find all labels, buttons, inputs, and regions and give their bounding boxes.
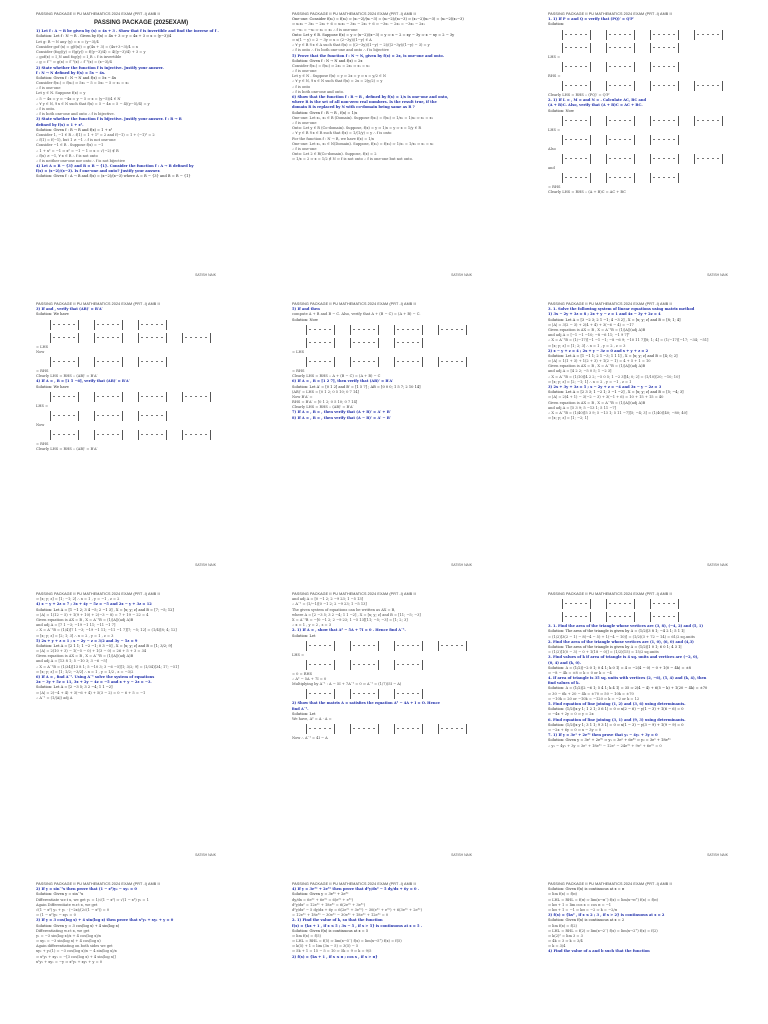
math-line: ⇒ lim f(x) = f(5) xyxy=(292,933,321,938)
page-footer: SATISH NAIK xyxy=(451,562,472,567)
math-line: Onto: Let 2 ∈ R(Co-domain). Suppose, f(x) = 2 xyxy=(292,152,377,157)
math-line: ∴ f is both one-one and onto. xyxy=(292,89,345,94)
document-page-6 xyxy=(512,290,768,580)
page-footer: SATISH NAIK xyxy=(707,852,728,857)
math-line: ⇒ |A| = 2(4 + 1) − 3(−2 − 3) + 3(−1 + 6) = 10 + 15 + 15 = 40 xyxy=(548,395,664,400)
math-line: Let g: R → N any (y) = x = (y−3)/4 xyxy=(36,39,99,44)
matrix-expression xyxy=(548,134,758,146)
matrix-expression xyxy=(36,429,246,441)
question-text: 1) Let f : A → B be given by (x) = 4x + 3 . Show that f is invertible and find the inverse of f . xyxy=(36,29,219,34)
solution-text: Solution: Let xyxy=(292,633,316,638)
math-line: Clearly LHS = RHS ∴ (PQ)′ = Q′P′ xyxy=(548,92,610,97)
solution-text: Solution: Given f : R → R , f(x) = 1/x xyxy=(292,110,358,115)
document-page-5 xyxy=(256,290,512,580)
math-line: For the function f : N → R, we have f(x) = 1/x xyxy=(292,136,374,141)
question-text: 4) If A = , B = [1 5 −6], verify that (AB)′ = B′A′ xyxy=(36,379,130,384)
math-line: ⇒ kπ + 1 = lim cos x = cos π = −1 xyxy=(548,902,612,907)
math-line: One-one: Let x₁, x₂ ∈ N(Domain). Suppose, f(x₁) = f(x₂) ⇒ 1/x₁ = 1/x₂ ⇒ x₁ = x₂ xyxy=(292,141,434,146)
question-text: 2) State whether the function f is injective. Justify your answer. xyxy=(36,65,164,70)
math-line: ⇒ −2x + 6y = 0 ⇒ x − 3y = 0 xyxy=(548,727,602,732)
math-line: ⇒ 5k + 1 = 15 − 5 = 10 ⇒ 5k = 9 ⇒ k = 9/5 xyxy=(292,949,372,954)
math-line: ⇒ LHL = RHL = f(2) ⇒ lim(x→2⁻) f(x) = lim(x→2⁺) f(x) = f(2) xyxy=(548,928,658,933)
math-line: Clearly LHS = RHS ∴ (AB)′ = B′A′ xyxy=(36,374,98,379)
math-line: ⇒ x₁x₂ − 3x₁ − 2x₂ + 6 = x₁x₂ − 3x₂ − 2x₁ + 6 ⇒ −3x₁ − 2x₂ = −3x₂ − 2x₁ xyxy=(292,22,425,27)
question-text: f(x) = (x−2)/(x−3). Is f one-one and onto? Justify your answer. xyxy=(36,169,161,174)
document-page-1 xyxy=(0,0,256,290)
math-line: ∴ f is one-one xyxy=(292,120,317,125)
math-line: One-one: Let x₁, x₂ ∈ R (Domain). Suppose f(x₁) = f(x₂) ⇒ 1/x₁ = 1/x₂ ⇒ x₁ = x₂ xyxy=(292,115,434,120)
solution-text: Solution: Let A′ = [0 1 2] and B′ = [1 5 7] ; AB = [0 0 0; 1 5 7; 2 10 14] xyxy=(292,384,421,389)
document-page-11 xyxy=(256,870,512,1024)
math-line: Clearly LHS = RHS ∴ (AB)′ = B′A′ xyxy=(36,447,98,452)
page-footer: SATISH NAIK xyxy=(707,562,728,567)
solution-text: Solution: The area of the triangle is given by Δ = (1/2)|1 0 1; 6 0 1; 4 3 1| xyxy=(548,644,682,649)
math-line: ⇒ LHL = RHL = f(5) ⇒ lim(x→5⁻) f(x) = lim(x→5⁺) f(x) = f(5) xyxy=(292,939,402,944)
math-line: ⇒ [x; y; z] = [1; 2; 3] ∴ x = 1 , y = 2 , z = 3 xyxy=(548,343,626,348)
solution-text: Solution: (1/2)|x y 1; 1 2 1; 3 6 1| = 0 ⇒ x(2 − 6) − y(1 − 3) + 1(6 − 6) = 0 xyxy=(548,707,684,712)
math-line: Now xyxy=(36,422,45,427)
matrix-expression xyxy=(36,356,246,368)
math-line: Again Differentiate w.r.t x, we get xyxy=(36,902,98,907)
math-line: ∴ ∀ y ∈ B ∃ x ∈ A such that f(x) = ((2−3y)/(1−y) − 2)/((2−3y)/(1−y) − 3) = y xyxy=(292,43,430,48)
math-line: RHS = xyxy=(548,73,561,78)
matrix-expression xyxy=(292,337,502,349)
math-line: ⇒ |A| = 2(10 + 3) − 1(−5 − 0) + 1(3 − 0) = 26 + 5 + 3 = 34 xyxy=(36,649,147,654)
question-text: (A + B)C. Also, verify that (A + B)C = AC + BC. xyxy=(548,103,643,108)
math-line: We have, A² = A · A = xyxy=(292,717,332,722)
math-line: ⇒ lim f(x) = f(2) xyxy=(548,923,577,928)
math-line: ⇒ 30 − 6k + 20 − 4k = ±70 ⇒ 50 − 10k = ±70 xyxy=(548,691,634,696)
math-line: Differentiate w.r.t x, we get y₁ = 1/√(1 − x²) ⇒ √(1 − x²) y₁ = 1 xyxy=(36,897,149,902)
math-line: Consider 1, −1 ∈ R ∴ f(1) = 1 + 1² = 2 and f(−1) = 1 + (−1)² = 2 xyxy=(36,132,155,137)
page-header: PASSING PACKAGE II PU MATHEMATICS 2024 EXAM (PRT -I) AMB II xyxy=(36,592,160,596)
solution-text: Solution: Given y = sin⁻¹x xyxy=(36,892,84,897)
math-line: = RHS xyxy=(548,185,561,190)
matrix-expression xyxy=(548,80,758,92)
page-header: PASSING PACKAGE II PU MATHEMATICS 2024 EXAM (PRT -I) AMB II xyxy=(292,882,416,886)
math-line: ⇒ −4x + 2y = 0 ⇒ y = 2x xyxy=(548,712,594,717)
solution-text: Solution: xyxy=(548,22,565,27)
math-line: ∴ f is one-one xyxy=(292,69,317,74)
page-header: PASSING PACKAGE II PU MATHEMATICS 2024 EXAM (PRT -I) AMB II xyxy=(548,302,672,306)
document-page-4 xyxy=(0,290,256,580)
math-line: Consider f(x₁) = f(x₂) ⇒ 2x₁ = 2x₂ ⇒ x₁ = x₂ xyxy=(292,63,370,68)
solution-text: Solution: Let A = [2 −3 5; 3 2 −4; 1 1 −2] xyxy=(36,685,113,690)
question-text: 5) If and then xyxy=(292,307,320,312)
math-line: and adj A = [5 3 9; 5 −13 1; 5 11 −7] xyxy=(548,405,617,410)
question-text: (0, 4) and (k, 0). xyxy=(548,660,582,665)
math-line: and xyxy=(548,166,555,171)
math-line: ⇒ xy₁ = −3 sin(log x) + 4 cos(log x) xyxy=(36,939,101,944)
math-line: ⇒ [x; y; z] = [1; −1; 2] ∴ x = 1 , y = −1 , z = 2 xyxy=(36,597,120,602)
solution-text: Solution: Given y = 3 cos(log x) + 4 sin(log x) xyxy=(36,923,120,928)
document-page-7 xyxy=(0,580,256,870)
math-line: ∴ 5 − 4x = y ⇒ −4x = y − 5 ⇒ x = (y−5)/4 ∈ N xyxy=(36,96,121,101)
solution-text: Solution: Given f : A → B and f(x) = (x−2)/(x−3) where A = R − {3} and B = R − {1} xyxy=(36,174,191,179)
math-line: ⇒ [x; y; z] = [2; −1; 1] ∴ x = 2 , y = −1 , z = 1 xyxy=(548,379,632,384)
question-text: find values of k. xyxy=(548,681,580,686)
math-line: ∴ ∀ y ∈ N, ∃ x ∈ N such that f(x) = 2x = 2(y/2) = y xyxy=(292,79,383,84)
question-text: 4) x − y + 2z = 7 ; 3x + 4y − 5z = −5 and 2x − y + 3z = 12 xyxy=(36,602,152,607)
math-line: Consider −1 ∈ R . Suppose f(x) = −1 xyxy=(36,143,104,148)
question-text: find A⁻¹. xyxy=(292,706,309,711)
math-line: Consider f(x₁) = f(x₂) ⇒ 5x₁ − 5 = 5x₂ − 5 ⇒ x₁ = x₂ xyxy=(36,81,129,86)
page-header: PASSING PACKAGE II PU MATHEMATICS 2024 EXAM (PRT -I) AMB II xyxy=(36,12,160,16)
math-line: ⇒ k(2)² = lim 3 = 3 xyxy=(548,933,583,938)
question-text: domain R is replaced by N with co-domain being same as R ? xyxy=(292,105,415,110)
math-line: ⇒ |A| = 1(1 + 3) + 1(2 + 3) + 1(2 − 1) = 4 + 5 + 1 = 10 xyxy=(548,359,651,364)
math-line: ∴ f is both one-one and onto ∴ f is bijective. xyxy=(36,112,115,117)
question-text: 2) f(x) = {kx + 1 , if x ≤ π ; cos x , if x > π} xyxy=(292,954,378,959)
math-line: LHS = xyxy=(292,652,305,657)
math-line: ⇒ LHL = RHL = f(π) ⇒ lim(x→π⁻) f(x) = lim(x→π⁺) f(x) = f(π) xyxy=(548,897,658,902)
solution-text: Solution: Given f : N → N and f(x) = 5x − 4x xyxy=(36,75,116,80)
question-text: 7. 1) If y = 3eˣ + 2e³ˣ then prove that y₂ − 4y₁ + 3y = 0 xyxy=(548,733,658,738)
math-line: ⇒ k = 3/4 xyxy=(548,944,566,949)
page-header: PASSING PACKAGE II PU MATHEMATICS 2024 EXAM (PRT -I) AMB II xyxy=(548,592,672,596)
math-line: ∴ A⁻¹ = (1/−1)[0 −1 2; 2 −9 23; 1 −5 13] xyxy=(292,602,367,607)
math-line: ⇒ 1/x = 2 ⇒ x = 1/2 ∉ N ⇒ f is not onto ∴ f is one-one but not onto. xyxy=(292,157,413,162)
math-line: ∴ f is onto xyxy=(292,84,311,89)
question-text: f : N → N defined by f(x) = 5x − 4x. xyxy=(36,70,106,75)
question-text: defined by f(x) = 1 + x². xyxy=(36,122,84,127)
math-line: ∴ y₂ − 4y₁ + 3y = 3eˣ + 18e³ˣ − 12eˣ − 24e³ˣ + 9eˣ + 6e³ˣ = 0 xyxy=(548,743,662,748)
question-text: 2. 1) If A = , show that A² − 5A + 7I = 0 . Hence find A⁻¹. xyxy=(292,628,406,633)
math-line: √(1 − x²) y₂ + y₁ · (−2x)/(2√(1 − x²)) = 0 xyxy=(36,907,110,912)
math-line: ∴ gof(x) = I_N and fog(y) = I_R ∴ f is invertible xyxy=(36,55,122,60)
math-line: LHS = xyxy=(548,54,561,59)
math-line: ⇒ |A| = 2(−4 + 4) + 3(−6 + 4) + 5(3 − 2) = 0 − 6 + 5 = −1 xyxy=(36,690,146,695)
math-line: ∴ X = A⁻¹B = (1/4)[7 1 −3; −19 −1 11; −11 −1 7][7; −5; 12] = (1/4)[8; 4; 12] xyxy=(36,628,177,633)
math-line: Given equation is AX = B , X = A⁻¹B = (1/|A|)(adj A)B xyxy=(548,400,646,405)
math-line: xy₂ + y₁(1) = −3 cos(log x)/x − 4 sin(log x)/x xyxy=(36,949,117,954)
math-line: = (1/2)[1(0 − 3) − 0 + 1(18 − 0)] = (1/2)(15) = 15/2 sq.units xyxy=(548,650,659,655)
math-line: and adj A = [−1 −1 −10; −8 −6 11; −1 9 7]ᵀ xyxy=(548,333,630,338)
page-footer: SATISH NAIK xyxy=(451,272,472,277)
math-line: Now B′A′ = xyxy=(292,394,313,399)
document-title: PASSING PACKAGE (2025EXAM) xyxy=(94,20,189,27)
math-line: ⇒ |A| = 1(12 − 5) + 1(9 + 10) + 2(−3 − 8) = 7 + 19 − 22 = 4 xyxy=(36,612,149,617)
math-line: ∴ f(1) = f(−1), but 1 ≠ −1 ∴ f is not one-one xyxy=(36,138,116,143)
math-line: ∴ x = 1 , y = 2 , z = 3 xyxy=(292,623,331,628)
math-line: ⇒ k(5) + 1 = lim (3x − 5) = 3(5) − 5 xyxy=(292,944,359,949)
math-line: and adj A = [7 1 −3; −19 −1 11; −11 −1 7] xyxy=(36,623,116,628)
matrix-expression xyxy=(292,356,502,368)
math-line: Given equation is AX = B , X = A⁻¹B = (1/|A|)(adj A)B xyxy=(36,617,134,622)
math-line: The given system of equations can be written as AX = B, xyxy=(292,607,396,612)
math-line: Multiplying by A⁻¹ : A − 5I + 7A⁻¹ = 0 ⇒ A⁻¹ = (1/7)(5I − A) xyxy=(292,682,402,687)
math-line: ⇒ −x₁ = −x₂ ⇒ x₁ = x₂ ∴ f is one-one xyxy=(292,27,358,32)
question-text: 2. Find the area of the triangle whose vertices are (1, 0), (6, 0) and (4,3) xyxy=(548,639,694,644)
math-line: = 12e²ˣ + 18e³ˣ − 30e²ˣ − 30e³ˣ + 18e²ˣ + 12e³ˣ = 0 xyxy=(292,913,389,918)
math-line: d²y/dx² − 5 dy/dx + 6y = 6(2e²ˣ + 3e³ˣ) − 30(e²ˣ + e³ˣ) + 6(3e²ˣ + 2e³ˣ) xyxy=(292,907,422,912)
math-line: ∴ f is one-one xyxy=(292,146,317,151)
solution-text: Solution: We have xyxy=(36,312,69,317)
question-text: 6) If A = , B = [1 2 7], then verify that (AB)′ = B′A′ xyxy=(292,379,394,384)
math-line: Let y ∈ N . Suppose f(x) = y ⇒ 2x = y ⇒ x = y/2 ∈ N xyxy=(292,74,386,79)
matrix-expression xyxy=(548,153,758,165)
page-footer: SATISH NAIK xyxy=(195,562,216,567)
math-line: LHS = xyxy=(548,127,561,132)
math-line: ⇒ x(1 − y) = 2 − 3y ⇒ x = (2−3y)/(1−y) ∈ A xyxy=(292,37,372,42)
solution-text: Onto: Let y ∈ B. Suppose f(x) = y ⇒ (x−2)/(x−3) = y ⇒ x − 2 = xy − 3y ⇒ x − xy = 2 − 3y xyxy=(292,32,455,37)
math-line: ⇒ [x; y; z] = [1; 1/2; −3/2] ∴ x = 1 , y = 1/2 , z = −3/2 xyxy=(36,669,134,674)
math-line: ∴ 1 + x² = −1 ⇒ x² = −1 − 1 ⇒ x = √(−2) ∉ R xyxy=(36,148,119,153)
solution-text: Solution: We have xyxy=(36,384,69,389)
math-line: Given equation is AX = B , X = A⁻¹B = (1/|A|)(adj A)B xyxy=(548,327,646,332)
document-page-3 xyxy=(512,0,768,290)
solution-text: Solution: Now xyxy=(548,108,574,113)
math-line: (AB)′ = LHS = [0 1 2; 0 5 10; 0 7 14] xyxy=(292,389,359,394)
math-line: Given equation is AX = B , X = A⁻¹B = (1/|A|)(adj A)B xyxy=(548,364,646,369)
math-line: RHS = B′A′ = [0 1 2; 0 5 10; 0 7 14] xyxy=(292,400,358,405)
page-footer: SATISH NAIK xyxy=(451,852,472,857)
math-line: compute A + B and B − C. Also, verify that A + (B − C) = (A + B) − C. xyxy=(292,312,421,317)
math-line: ⇒ [x; y; z] = [1; −2; 1] xyxy=(548,416,589,421)
math-line: ∴ ∀ y ∈ R ∃ x ∈ R such that f(x) = 1/(1/y) = y ∴ f is onto xyxy=(292,131,392,136)
math-line: = RHS xyxy=(292,368,305,373)
math-line: Differentiating w.r.t x, we get xyxy=(36,928,90,933)
matrix-expression xyxy=(292,659,502,671)
math-line: ⇒ lim f(x) = f(π) xyxy=(548,892,577,897)
solution-text: Solution: Let A = [3 −2 3; 2 1 −1; 4 −3 2] , X = [x; y; z] and B = [8; 1; 4] xyxy=(548,317,681,322)
math-line: Consider gof (x) = g(f(x)) = g(4x + 3) = (4x+3−3)/4 = x xyxy=(36,44,138,49)
math-line: ⇒ −8 − 4k = ±8 ⇒ k = 0 or k = −4 xyxy=(548,670,612,675)
math-line: ⇒ 4k = 3 ⇒ k = 3/4 xyxy=(548,939,583,944)
math-line: ∴ X = A⁻¹B = (1/−17)[−1 −1 −1; −8 −6 9; −10 11 7][8; 1; 4] = (1/−17)[−17; −34; −51] xyxy=(548,338,709,343)
question-text: 1. 1) If P = and Q = verify that (PQ)′ = Q′P′ xyxy=(548,17,634,22)
matrix-expression xyxy=(292,723,502,735)
question-text: 5) Prove that the function f : N → N, given by f(x) = 2x, is one-one and onto. xyxy=(292,53,445,58)
solution-text: Solution: Given f : N → N and f(x) = 2x xyxy=(292,58,363,63)
question-text: 3) State whether the function f is bijective. Justify your answer. f : R → R xyxy=(36,117,182,122)
page-header: PASSING PACKAGE II PU MATHEMATICS 2024 EXAM (PRT -I) AMB II xyxy=(292,302,416,306)
math-line: and adj A = [13 8 1; 5 −10 3; 3 −6 −5] xyxy=(36,659,108,664)
question-text: 3. 1. Find the area of the triangle whose vertices are (3, 8), (−4, 2) and (5, 1) xyxy=(548,624,704,629)
page-footer: SATISH NAIK xyxy=(707,272,728,277)
question-text: 3. 1. Solve the following system of linear equations using matrix method xyxy=(548,307,695,312)
math-line: = RHS xyxy=(36,368,49,373)
math-line: Now xyxy=(36,349,45,354)
question-text: 4. If area of triangle is 35 sq. units with vertices (2, −6), (5, 4) and (k, 4), then xyxy=(548,676,707,681)
page-header: PASSING PACKAGE II PU MATHEMATICS 2024 EXAM (PRT -I) AMB II xyxy=(36,882,160,886)
math-line: ∴ A² − 5A + 7I = 0 xyxy=(292,677,327,682)
math-line: Onto: Let y ∈ R (Co-domain). Suppose, f(x) = y ⇒ 1/x = y ⇒ x = 1/y ∈ R xyxy=(292,126,422,131)
solution-text: Solution: Let A = [1 −1 2; 3 4 −5; 2 −1 3] , X = [x; y; z] and B = [7; −5; 12] xyxy=(36,607,174,612)
matrix-expression xyxy=(548,172,758,184)
question-text: 2) If y = sin⁻¹x then prove that (1 − x²)y₂ − xy₁ = 0 xyxy=(36,887,137,892)
matrix-expression xyxy=(36,391,246,403)
math-line: ∴ f(x) ≠ −1, ∀ x ∈ R ∴ f is not onto xyxy=(36,153,98,158)
question-text: 3) 2x + 3y + 3z = 5 ; x − 2y + z = −4 and 3x − y − 2z = 3 xyxy=(548,385,662,390)
math-line: Let y ∈ N. Suppose f(x) = y xyxy=(36,91,86,96)
matrix-expression xyxy=(548,61,758,73)
question-text: 2) x − y + z = 4 ; 2x + y − 3z = 0 and x + y + z = 2 xyxy=(548,348,649,353)
question-text: where R is the set of all non-zero real numbers. Is the result true, if the xyxy=(292,100,437,105)
question-text: 5) 2x + y + z = 1 ; x − 2y − z = 3/2 and 3y − 5z = 9 xyxy=(36,638,138,643)
math-line: ∴ f is onto ∴ f is both one-one and onto ∴ f is bijective xyxy=(292,48,389,53)
matrix-expression xyxy=(292,324,502,336)
solution-text: Solution: Given y = 3e²ˣ + 2e³ˣ xyxy=(292,892,349,897)
math-line: ⇒ [x; y; z] = [2; 1; 3] ∴ x = 2 , y = 1 , z = 3 xyxy=(36,633,114,638)
math-line: = LHS xyxy=(292,349,305,354)
question-text: 7) If A = , B = , then verify that (A + B)′ = A′ + B′ xyxy=(292,410,391,415)
page-header: PASSING PACKAGE II PU MATHEMATICS 2024 EXAM (PRT -I) AMB II xyxy=(548,882,672,886)
question-text: 3) If and , verify that (AB)′ = B′A′ xyxy=(36,307,103,312)
math-line: y₁ = −3 sin(log x)/x + 4 cos(log x)/x xyxy=(36,933,101,938)
solution-text: Solution: Δ = (1/2)|−2 0 1; 0 4 1; k 0 1| = 4 ⇒ −2(4 − 0) − 0 + 1(0 − 4k) = ±8 xyxy=(548,665,691,670)
math-line: Clearly LHS = RHS ∴ A + (B − C) = (A + B) − C xyxy=(292,374,381,379)
question-text: 6) Show that the function f : R → R , defined by f(x) = 1/x is one-one and onto, xyxy=(292,95,449,100)
math-line: = LHS xyxy=(36,344,49,349)
solution-text: Solution: Given y = 3eˣ + 2e³ˣ ⇒ y₁ = 3eˣ + 6e³ˣ ⇒ y₂ = 3eˣ + 18e³ˣ xyxy=(548,738,671,743)
math-line: ⇒ |A| = 3(2 − 3) + 2(4 + 4) + 3(−6 − 4) = −17 xyxy=(548,322,634,327)
solution-text: Solution: Now xyxy=(292,317,318,322)
page-footer: SATISH NAIK xyxy=(195,272,216,277)
page-header: PASSING PACKAGE II PU MATHEMATICS 2024 EXAM (PRT -I) AMB II xyxy=(292,592,416,596)
math-line: x²y₂ + xy₁ = −y ⇒ x²y₂ + xy₁ + y = 0 xyxy=(36,959,103,964)
math-line: ⇒ x²y₂ + xy₁ = −[3 cos(log x) + 4 sin(log x)] xyxy=(36,954,116,959)
solution-text: Solution: Δ = (1/2)|2 −6 1; 5 4 1; k 4 1| = 35 ⇒ 2(4 − 4) + 6(5 − k) + 1(20 − 4k) = ±70 xyxy=(548,686,708,691)
question-text: 1) 3x − 2y + 3z = 8 ; 2x + y − z = 1 and 4x − 3y + 2z = 4 xyxy=(548,312,661,317)
question-text: 4) Find the value of a and b such that the function xyxy=(548,949,650,954)
math-line: ∴ X = A⁻¹B = (1/34)[13 8 1; 5 −10 3; 3 −6 −5][1; 3/2; 9] = (1/34)[34; 17; −51] xyxy=(36,664,179,669)
math-line: ⇒ −10k = 20 or −10k = −120 ⇒ k = −2 or k = 12 xyxy=(548,696,640,701)
matrix-expression xyxy=(548,29,758,41)
math-line: ⇒ kπ + 1 = −1 ⇒ kπ = −2 ⇒ k = −2/π xyxy=(548,907,617,912)
math-line: Also xyxy=(548,146,556,151)
question-text: 2x − 3y + 5z = 11, 3x + 2y − 4z = −5 and x + y − 2z = −3. xyxy=(36,680,152,685)
math-line: ∴ f is onto. xyxy=(36,107,56,112)
document-page-2 xyxy=(256,0,512,290)
question-text: 4) Let A = R − {3} and B = R − {1}. Consider the function f : A → B defined by xyxy=(36,164,194,169)
question-text: f(x) = {kx + 1 , if x ≤ 5 ; 3x − 5 , if x > 5} is continuous at x = 5 . xyxy=(292,923,423,928)
math-line: dy/dx = 6e²ˣ + 6e³ˣ = 6(e²ˣ + e³ˣ) xyxy=(292,897,354,902)
solution-text: Solution: (1/2)|x y 1; 3 1 1; 9 3 1| = 0 ⇒ x(1 − 3) − y(3 − 9) + 1(9 − 9) = 0 xyxy=(548,722,684,727)
question-text: 6. Find equation of line joining (3, 1) and (9, 3) using determinants. xyxy=(548,717,686,722)
page-header: PASSING PACKAGE II PU MATHEMATICS 2024 EXAM (PRT -I) AMB II xyxy=(548,12,672,16)
math-line: ∴ X = A⁻¹B = (1/40)[5 3 9; 5 −13 1; 5 11 −7][5; −4; 3] = (1/40)[40; −80; 40] xyxy=(548,410,688,415)
math-line: = RHS xyxy=(36,442,49,447)
matrix-expression xyxy=(548,611,758,623)
math-line: Clearly LHS = RHS ∴ (A + B)C = AC + BC xyxy=(548,190,626,195)
document-page-10 xyxy=(0,870,256,1024)
math-line: and adj A = [0 −1 2; 2 −9 23; 1 −5 13] xyxy=(292,597,364,602)
solution-text: Solution: Given f(x) is continuous at x = π xyxy=(548,887,625,892)
solution-text: Solution: Given f : R → R and f(x) = 1 + x² xyxy=(36,127,113,132)
question-text: 2. 1) Find the value of k, so that the function xyxy=(292,918,383,923)
solution-text: Solution: Let A = [2 3 3; 1 −2 1; 3 −1 −2] , X = [x; y; z] and B = [5; −4; 3] xyxy=(548,390,684,395)
math-line: ∴ g = f⁻¹ ⇒ g(x) = f⁻¹(x) ∴ f⁻¹(x) = (x−3)/4 xyxy=(36,60,112,65)
page-footer: SATISH NAIK xyxy=(195,852,216,857)
math-line: Consider (fog)(y) = f(g(y)) = f((y−3)/4) = 4((y−3)/4) + 3 = y xyxy=(36,49,146,54)
math-line: ∴ A⁻¹ = (1/|A|) adj A xyxy=(36,695,73,700)
math-line: ∴ X = A⁻¹B = (1/10)[4 2 2; −5 0 5; 1 −2 3][4; 0; 2] = (1/10)[20; −10; 10] xyxy=(548,374,680,379)
math-line: Clearly LHS = RHS ∴ (AB)′ = B′A′ xyxy=(292,405,354,410)
math-line: where A = [2 −3 5; 3 2 −4; 1 1 −2] , X = [x; y; z] and B = [11; −5; −3] xyxy=(292,612,421,617)
math-line: LHS = xyxy=(36,403,49,408)
solution-text: Solution: Let f : N → R . Given by f(x) = 4x + 3 ⇒ y = 4x + 3 ⇒ x = (y−3)/4 xyxy=(36,34,172,39)
solution-text: Solution: Let A = [2 1 1; 1 −2 −1; 0 3 −5] , X = [x; y; z] and B = [1; 3/2; 9] xyxy=(36,643,173,648)
solution-text: Solution: Let xyxy=(292,711,316,716)
math-line: and adj A = [4 2 2; −5 0 5; 1 −2 3] xyxy=(548,369,612,374)
matrix-expression xyxy=(292,640,502,652)
matrix-expression xyxy=(36,319,246,331)
math-line: ∴ ∀ y ∈ N, ∃ x ∈ N such that f(x) = 5 − 4x = 5 − 4((y−5)/4) = y xyxy=(36,101,150,106)
solution-text: Solution: Let A = [1 −1 1; 2 1 −3; 1 1 1] , X = [x; y; z] and B = [4; 0; 2] xyxy=(548,353,678,358)
math-line: = 0 = RHS xyxy=(292,671,313,676)
document-page-8 xyxy=(256,580,512,870)
solution-text: Solution: The area of the triangle is given by Δ = (1/2)|3 8 1; −4 2 1; 5 1 1| xyxy=(548,629,685,634)
solution-text: Solution: Given f(x) is continuous at x = 2 xyxy=(548,918,625,923)
math-line: = (1/2)[3(2 − 1) − 8(−4 − 5) + 1(−4 − 10)] = (1/2)(3 + 72 − 14) = 61/2 sq.units xyxy=(548,634,695,639)
matrix-expression xyxy=(36,332,246,344)
math-line: d²y/dx² = 12e²ˣ + 18e³ˣ = 6(2e²ˣ + 3e³ˣ) xyxy=(292,902,366,907)
document-page-9 xyxy=(512,580,768,870)
math-line: Now ∴ A⁻¹ = 4I − A xyxy=(292,736,328,741)
math-line: Again differentiating on both sides we get xyxy=(36,944,113,949)
question-text: 3. Find values of k if area of triangle is 4 sq. units and vertices are (−2, 0), xyxy=(548,655,699,660)
matrix-expression xyxy=(548,598,758,610)
question-text: 3) If y = 3 cos(log x) + 4 sin(log x) then prove that x²y₂ + xy₁ + y = 0 xyxy=(36,918,174,923)
page-header: PASSING PACKAGE II PU MATHEMATICS 2024 EXAM (PRT -I) AMB II xyxy=(36,302,160,306)
math-line: ∴ f is neither one-one nor onto ∴ f is not bijective xyxy=(36,158,126,163)
matrix-expression xyxy=(36,410,246,422)
question-text: 2) Show that the matrix A = satisfies the equation A² − 4A + I = O. Hence xyxy=(292,701,440,706)
question-text: 8) If A = , B = , then verify that (A − B)′ = A′ − B′ xyxy=(292,415,391,420)
question-text: 6) If A = , find A⁻¹. Using A⁻¹ solve the system of equations xyxy=(36,675,155,680)
question-text: 5. Find equation of line joining (1, 2) and (3, 6) using determinants. xyxy=(548,702,686,707)
solution-text: One-one: Consider f(x₁) = f(x₂) ⇒ (x₁−2)/(x₁−3) = (x₂−2)/(x₂−3) ⇒ (x₁−2)(x₂−3) = (x₂−2)(x₁−3) xyxy=(292,17,464,22)
math-line: X = A⁻¹B = −[0 −1 2; 2 −9 23; 1 −5 13][11; −5; −3] = [1; 2; 3] xyxy=(292,617,408,622)
math-line: ∴ f is one-one xyxy=(36,86,61,91)
document-page-12 xyxy=(512,870,768,1024)
question-text: 3) f(x) = {kx² , if x ≤ 2 ; 3 , if x > 2} is continuous at x = 2 xyxy=(548,913,665,918)
math-line: ⇒ (1 − x²)y₂ − xy₁ = 0 xyxy=(36,913,76,918)
matrix-expression xyxy=(548,115,758,127)
matrix-expression xyxy=(548,42,758,54)
question-text: 4) If y = 3e²ˣ + 2e³ˣ then prove that d²y/dx² − 5 dy/dx + 6y = 0 . xyxy=(292,887,419,892)
solution-text: Solution: Given f(x) is continuous at x = 5 xyxy=(292,928,369,933)
matrix-expression xyxy=(292,688,502,700)
math-line: Given equation is AX = B , X = A⁻¹B = (1/|A|)(adj A)B xyxy=(36,654,134,659)
page-header: PASSING PACKAGE II PU MATHEMATICS 2024 EXAM (PRT -I) AMB II xyxy=(292,12,416,16)
question-text: 2. 1) If L = , M = and N = . Calculate AC, BC and xyxy=(548,98,646,103)
